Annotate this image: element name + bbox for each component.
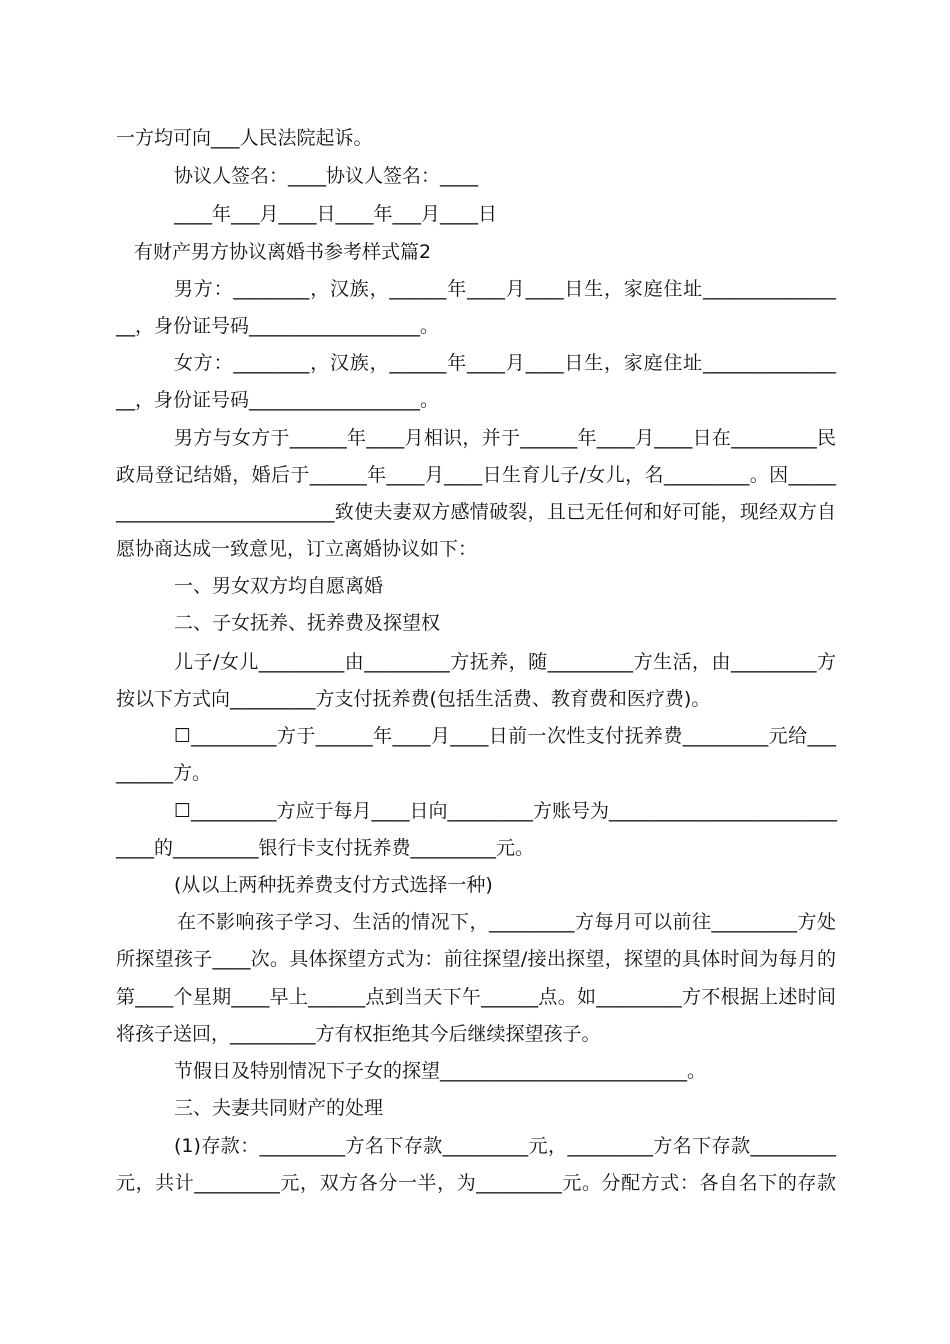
text-line: 愿协商达成一致意见，订立离婚协议如下： [116, 538, 478, 560]
text-line: 所探望孩子____次。具体探望方式为：前往探望/接出探望，探望的具体时间为每月的 [116, 948, 836, 970]
text-line: 按以下方式向_________方支付抚养费(包括生活费、教育费和医疗费)。 [116, 688, 711, 710]
signature-line: 协议人签名：____协议人签名：____ [174, 165, 479, 187]
text-line: ______方。 [116, 762, 212, 784]
text-line: 女方：________，汉族，______年____月____日生，家庭住址______________ [174, 352, 836, 374]
text-line: _______________________致使夫妻双方感情破裂，且已无任何和好可能，现经双方自 [116, 501, 836, 523]
text-line: 将孩子送回，_________方有权拒绝其今后继续探望孩子。 [116, 1023, 601, 1045]
section-title: 有财产男方协议离婚书参考样式篇2 [134, 241, 432, 263]
checkbox-option-line: ☐_________方应于每月____日向_________方账号为________________________ [174, 800, 838, 822]
text-line: 男方：________，汉族，______年____月____日生，家庭住址______________ [174, 278, 836, 300]
clause-heading: 二、子女抚养、抚养费及探望权 [174, 612, 441, 634]
date-line: ____年___月____日____年___月____日 [174, 203, 498, 225]
text-line: 节假日及特别情况下子女的探望__________________________。 [174, 1060, 707, 1082]
text-line: ____的_________银行卡支付抚养费_________元。 [116, 837, 535, 859]
note-line: (从以上两种抚养费支付方式选择一种) [174, 874, 493, 896]
text-line: 在不影响孩子学习、生活的情况下，_________方每月可以前往_________方处 [177, 911, 836, 933]
text-line: 第____个星期____早上______点到当天下午______点。如_________方不根据上述时间 [116, 986, 836, 1008]
clause-heading: 三、夫妻共同财产的处理 [174, 1097, 384, 1119]
text-line: 政局登记结婚，婚后于______年____月____日生育儿子/女儿，名_________。因_____ [116, 464, 836, 486]
text-line: __，身份证号码__________________。 [116, 389, 440, 411]
checkbox-option-line: ☐_________方于______年____月____日前一次性支付抚养费_________元给___ [174, 725, 836, 747]
text-line: 男方与女方于______年____月相识，并于______年____月____日在_________民 [174, 427, 836, 449]
text-line: (1)存款：_________方名下存款_________元，_________方名下存款_________ [174, 1135, 836, 1157]
text-line: 元，共计_________元，双方各分一半，为_________元。分配方式：各自名下的存款 [116, 1172, 836, 1194]
text-line: 儿子/女儿_________由_________方抚养，随_________方生活，由_________方 [174, 651, 836, 673]
text-line: __，身份证号码__________________。 [116, 315, 440, 337]
text-line: 一方均可向___人民法院起诉。 [116, 127, 373, 149]
clause-heading: 一、男女双方均自愿离婚 [174, 575, 384, 597]
